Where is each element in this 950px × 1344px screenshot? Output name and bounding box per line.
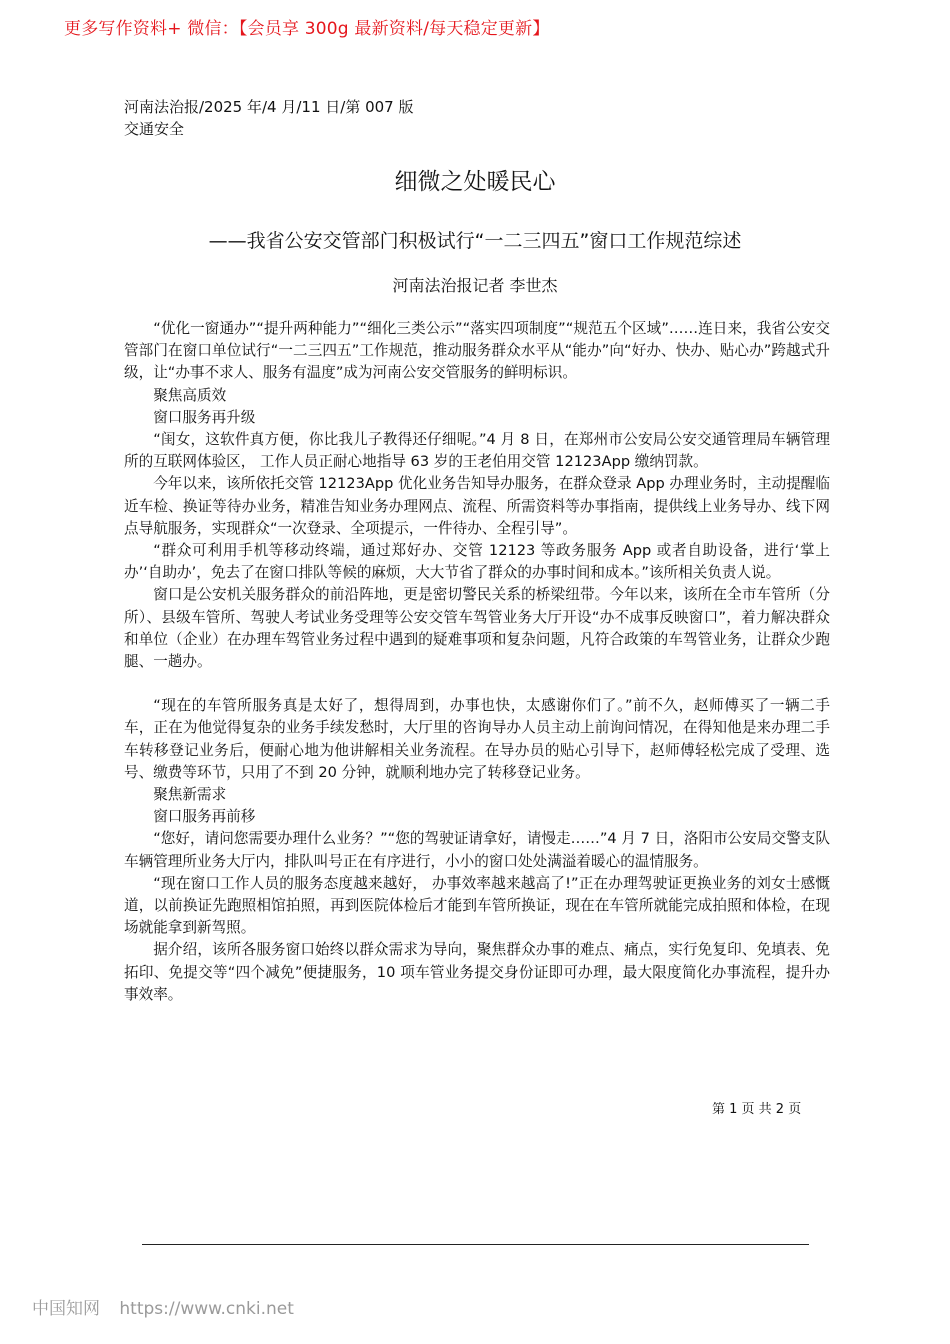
publication-source: 河南法治报/2025 年/4 月/11 日/第 007 版交通安全 — [124, 98, 414, 138]
watermark-name: 中国知网 — [32, 1299, 100, 1319]
cnki-watermark — [32, 1294, 294, 1319]
footer-divider — [142, 1244, 809, 1245]
paragraph: “您好，请问您需要办理什么业务？”“您的驾驶证请拿好，请慢走……”4 月 7 日，洛阳市公安局交警支队车辆管理所业务大厅内，排队叫号正在有序进行，小小的窗口处处满溢着暖心的温情服务。 — [124, 830, 830, 870]
paragraph: “现在的车管所服务真是太好了，想得周到，办事也快，太感谢你们了。”前不久，赵师傅买了一辆二手车，正在为他觉得复杂的业务手续发愁时，大厅里的咨询导办人员主动上前询问情况，在得知他是来办理二手车转移登记业务后，便耐心地为他讲解相关业务流程。在导办员的贴心引导下，赵师傅轻松完成了受理、选号、缴费等环节，只用了不到 20 分钟，就顺利地办完了转移登记业务。 — [124, 697, 830, 781]
paragraph: 今年以来，该所依托交管 12123App 优化业务告知导办服务，在群众登录 App 办理业务时，主动提醒临近车检、换证等待办业务，精准告知业务办理网点、流程、所需资料等办事指南，提供线上业务导办、线下网点导航服务，实现群众“一次登录、全项提示，一件待办、全程引导”。 — [124, 475, 830, 537]
paragraph: “群众可利用手机等移动终端，通过郑好办、交管 12123 等政务服务 App 或者自助设备，进行‘掌上办’‘自助办’，免去了在窗口排队等候的麻烦，大大节省了群众的办事时间和成本。”该所相关负责人说。 — [124, 542, 830, 582]
article-title: 细微之处暖民心 — [394, 169, 556, 195]
article-body — [124, 318, 830, 1006]
section-subheading: 窗口服务再前移 — [153, 808, 256, 826]
paragraph: “闺女，这软件真方便，你比我儿子教得还仔细呢。”4 月 8 日，在郑州市公安局公安交通管理局车辆管理所的互联网体验区， 工作人员正耐心地指导 63 岁的王老伯用交管 12123App 缴纳罚款。 — [124, 431, 830, 471]
paragraph: 据介绍，该所各服务窗口始终以群众需求为导向，聚焦群众办事的难点、痛点，实行免复印、免填表、免拓印、免提交等“四个减免”便捷服务，10 项车管业务提交身份证即可办理，最大限度简化办事流程，提升办事效率。 — [124, 941, 830, 1003]
watermark-url: https://www.cnki.net — [119, 1299, 294, 1319]
promo-banner: 更多写作资料+ 微信：【会员享 300g 最新资料/每天稳定更新】 — [64, 19, 550, 39]
paragraph: “现在窗口工作人员的服务态度越来越好， 办事效率越来越高了!”正在办理驾驶证更换业务的刘女士感慨道，以前换证先跑照相馆拍照，再到医院体检后才能到车管所换证，现在在车管所就能完成拍照和体检，在现场就能拿到新驾照。 — [124, 874, 830, 937]
section-heading: 聚焦高质效 — [153, 386, 227, 404]
article-subtitle: ——我省公安交管部门积极试行“一二三四五”窗口工作规范综述 — [208, 230, 742, 252]
section-heading: 聚焦新需求 — [153, 786, 227, 804]
paragraph-intro: “优化一窗通办”“提升两种能力”“细化三类公示”“落实四项制度”“规范五个区域”……连日来，我省公安交管部门在窗口单位试行“一二三四五”工作规范，推动服务群众水平从“能办”向“好办、快办、贴心办”跨越式升级，让“办事不求人、服务有温度”成为河南公安交管服务的鲜明标识。 — [124, 320, 830, 382]
paragraph: 窗口是公安机关服务群众的前沿阵地，更是密切警民关系的桥梁纽带。今年以来，该所在全市车管所（分所）、县级车管所、驾驶人考试业务受理等公安交管车驾管业务大厅开设“办不成事反映窗口”，着力解决群众和单位（企业）在办理车驾管业务过程中遇到的疑难事项和复杂问题，凡符合政策的车驾管业务，让群众少跑腿、一趟办。 — [124, 586, 830, 671]
section-subheading: 窗口服务再升级 — [153, 408, 256, 426]
page-indicator: 第 1 页 共 2 页 — [712, 1102, 802, 1117]
article-author: 河南法治报记者 李世杰 — [392, 276, 558, 295]
